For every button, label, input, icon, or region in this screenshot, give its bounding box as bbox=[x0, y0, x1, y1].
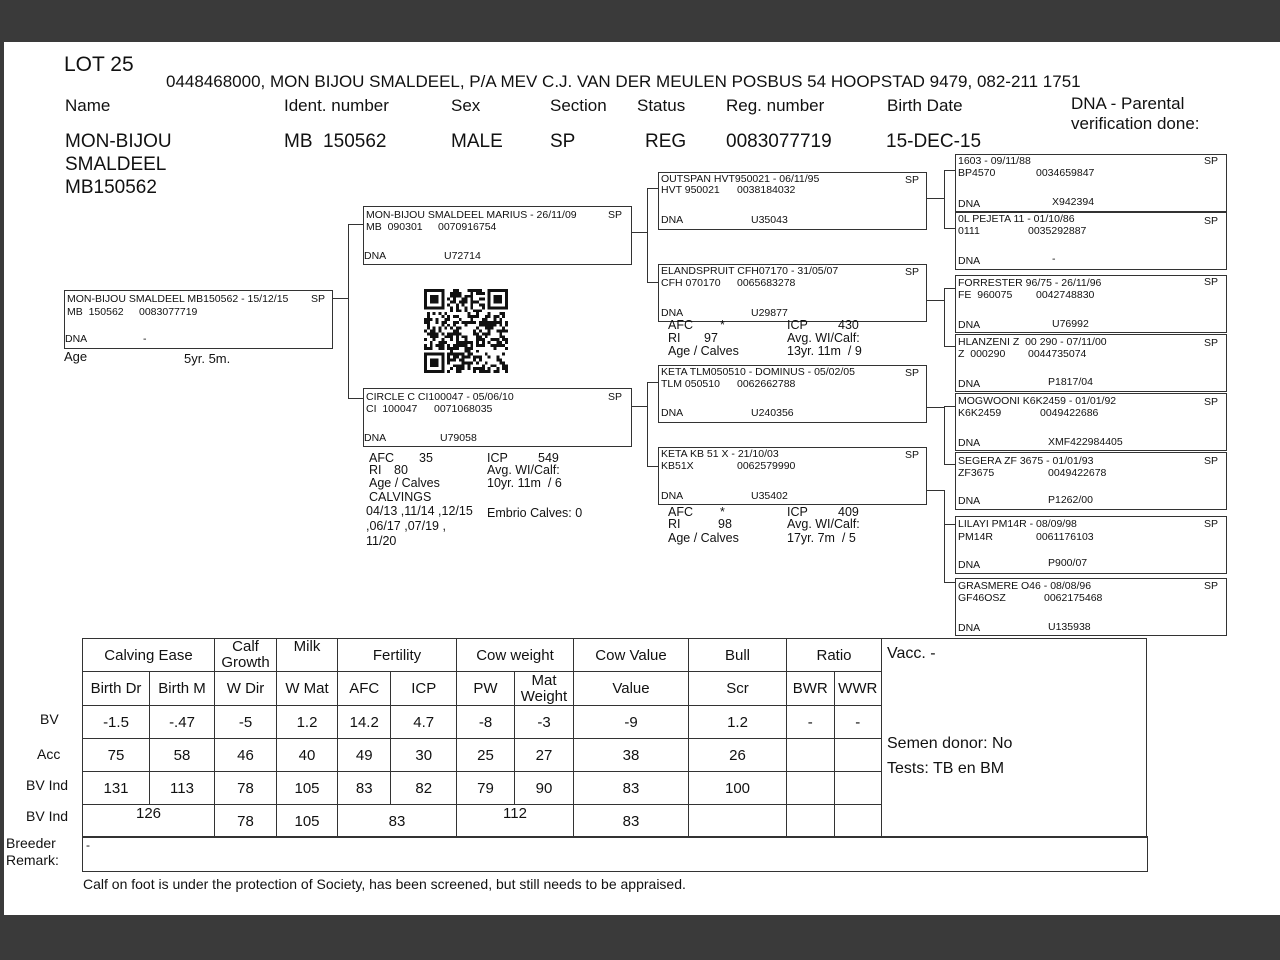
owner-line: 0448468000, MON BIJOU SMALDEEL, P/A MEV C.J. VAN DER MEULEN POSBUS 54 HOOPSTAD 9479, 082-211 1751 bbox=[166, 72, 1081, 91]
gen3-title: GRASMERE O46 - 08/08/96 bbox=[958, 580, 1092, 592]
ebv-cell: 14.2 bbox=[338, 706, 391, 739]
ebv-bvind2-row bbox=[83, 805, 882, 838]
remark-label-2: Remark: bbox=[6, 852, 59, 868]
gen2-reg: 0065683278 bbox=[737, 277, 796, 289]
ebv-cell: - bbox=[834, 706, 882, 739]
gen3-box bbox=[955, 275, 1227, 333]
ebv-cell bbox=[787, 739, 835, 772]
ebv-cell: 78 bbox=[215, 772, 277, 805]
vacc-label: Vacc. - bbox=[887, 645, 936, 662]
gen2-reg: 0062579990 bbox=[737, 460, 796, 472]
remark-box bbox=[82, 836, 1148, 872]
gen3-title: SEGERA ZF 3675 - 01/01/93 bbox=[958, 455, 1094, 467]
dam-avg-label: Avg. WI/Calf: bbox=[487, 463, 560, 477]
ebv-cell: 78 bbox=[215, 805, 277, 838]
gen3-title: FORRESTER 96/75 - 26/11/96 bbox=[958, 277, 1102, 289]
animal-sex: MALE bbox=[451, 131, 503, 152]
sire-title: MON-BIJOU SMALDEEL MARIUS - 26/11/09 bbox=[366, 209, 577, 221]
sire-id: MB 090301 bbox=[366, 221, 423, 233]
subject-title: MON-BIJOU SMALDEEL MB150562 - 15/12/15 bbox=[67, 293, 289, 305]
gen3-box bbox=[955, 334, 1227, 392]
gen3-title: MOGWOONI K6K2459 - 01/01/92 bbox=[958, 395, 1117, 407]
animal-status: REG bbox=[645, 131, 687, 152]
gen3-id: BP4570 bbox=[958, 167, 996, 179]
gen3-sp: SP bbox=[1204, 276, 1219, 288]
gen2-id: KB51X bbox=[661, 460, 694, 472]
ebv-bvind-row bbox=[83, 772, 882, 805]
sub-birth-dir: Birth Dr bbox=[83, 672, 150, 706]
gd2-afc-label: AFC bbox=[668, 505, 693, 519]
subject-age: 5yr. 5m. bbox=[184, 351, 231, 366]
gen2-id: CFH 070170 bbox=[661, 277, 721, 289]
dam-title: CIRCLE C CI100047 - 05/06/10 bbox=[366, 391, 514, 403]
gen2-dna-label: DNA bbox=[661, 407, 684, 419]
sub-afc: AFC bbox=[338, 672, 391, 706]
group-calving-ease: Calving Ease bbox=[83, 639, 215, 672]
gen2-dna: U35402 bbox=[751, 490, 788, 502]
animal-name-3: MB150562 bbox=[65, 177, 157, 198]
lot-number: LOT 25 bbox=[64, 53, 134, 76]
sub-w-dir: W Dir bbox=[215, 672, 277, 706]
row-label-bvind2: BV Ind bbox=[26, 808, 69, 824]
ebv-cell: 27 bbox=[515, 739, 574, 772]
group-calf-growth: Calf Growth bbox=[215, 639, 277, 672]
animal-section: SP bbox=[550, 131, 576, 152]
animal-birth: 15-DEC-15 bbox=[886, 131, 982, 152]
ebv-cell: 113 bbox=[150, 772, 215, 805]
gen3-box bbox=[955, 578, 1227, 636]
dam-icp: 549 bbox=[538, 451, 559, 465]
gen2-dna: U35043 bbox=[751, 214, 788, 226]
gen3-id: FE 960075 bbox=[958, 289, 1013, 301]
gen3-id: ZF3675 bbox=[958, 467, 995, 479]
ebv-cell: 79 bbox=[457, 772, 515, 805]
ebv-cell: - bbox=[787, 706, 835, 739]
gen2-title: OUTSPAN HVT950021 - 06/11/95 bbox=[661, 173, 820, 185]
gen2-reg: 0062662788 bbox=[737, 378, 796, 390]
gen3-box bbox=[955, 154, 1227, 212]
ebv-sub-row bbox=[83, 672, 882, 706]
gen2-id: TLM 050510 bbox=[661, 378, 720, 390]
ebv-cell: 38 bbox=[574, 739, 689, 772]
header-dna-2: verification done: bbox=[1071, 114, 1200, 133]
ebv-cell: 4.7 bbox=[391, 706, 457, 739]
sire-reg: 0070916754 bbox=[438, 221, 497, 233]
gen3-reg: 0035292887 bbox=[1028, 225, 1087, 237]
subject-box bbox=[64, 290, 333, 349]
header-sex: Sex bbox=[451, 96, 481, 115]
sire-dna-label: DNA bbox=[364, 250, 387, 262]
gen3-dna-label: DNA bbox=[958, 255, 981, 267]
ebv-cell: 105 bbox=[277, 772, 338, 805]
group-milk: Milk bbox=[277, 639, 338, 672]
gen3-dna-label: DNA bbox=[958, 495, 981, 507]
header-status: Status bbox=[637, 96, 686, 115]
dam-id: CI 100047 bbox=[366, 403, 418, 415]
gen2-title: ELANDSPRUIT CFH07170 - 31/05/07 bbox=[661, 265, 839, 277]
subject-dna: - bbox=[143, 333, 147, 345]
gen3-reg: 0034659847 bbox=[1036, 167, 1095, 179]
sub-birth-mat: Birth M bbox=[150, 672, 215, 706]
gen2-box bbox=[658, 447, 927, 505]
gen3-sp: SP bbox=[1204, 518, 1219, 530]
gen2-sp: SP bbox=[905, 266, 920, 278]
gen2-dna-label: DNA bbox=[661, 307, 684, 319]
dam-calvings-1: 04/13 ,11/14 ,12/15 bbox=[366, 504, 473, 518]
gen3-dna: P900/07 bbox=[1048, 557, 1088, 569]
subject-reg: 0083077719 bbox=[139, 306, 198, 318]
gen3-id: PM14R bbox=[958, 531, 994, 543]
ebv-cell bbox=[787, 772, 835, 805]
ebv-cell bbox=[689, 805, 787, 838]
ebv-cell: 83 bbox=[574, 772, 689, 805]
gen3-reg: 0042748830 bbox=[1036, 289, 1095, 301]
ebv-cell: 46 bbox=[215, 739, 277, 772]
ebv-cell bbox=[787, 805, 835, 838]
gen3-title: 0L PEJETA 11 - 01/10/86 bbox=[958, 213, 1075, 225]
gen3-dna-label: DNA bbox=[958, 559, 981, 571]
gen2-sp: SP bbox=[905, 367, 920, 379]
gen2-box bbox=[658, 264, 927, 322]
ebv-cell: 83 bbox=[574, 805, 689, 838]
gd1-ri-label: RI bbox=[668, 331, 681, 345]
qr-code bbox=[424, 289, 508, 373]
dam-afc-label: AFC bbox=[369, 451, 394, 465]
gd2-agecalves: 17yr. 7m / 5 bbox=[787, 531, 856, 545]
dam-dna: U79058 bbox=[440, 432, 477, 444]
ebv-cell: -5 bbox=[215, 706, 277, 739]
gen2-reg: 0038184032 bbox=[737, 184, 796, 196]
gen3-reg: 0049422686 bbox=[1040, 407, 1099, 419]
animal-name-1: MON-BIJOU bbox=[65, 131, 172, 152]
gen3-sp: SP bbox=[1204, 215, 1219, 227]
gen3-dna: U76992 bbox=[1052, 318, 1089, 330]
gen3-dna-label: DNA bbox=[958, 378, 981, 390]
gd1-agecalves-label: Age / Calves bbox=[668, 344, 739, 358]
ebv-cell: 26 bbox=[689, 739, 787, 772]
header-section: Section bbox=[550, 96, 607, 115]
gen3-reg: 0044735074 bbox=[1028, 348, 1087, 360]
ebv-table bbox=[82, 638, 882, 838]
dam-ri-label: RI bbox=[369, 463, 382, 477]
ebv-cell: 58 bbox=[150, 739, 215, 772]
gen3-dna-label: DNA bbox=[958, 622, 981, 634]
dam-sp: SP bbox=[608, 391, 623, 403]
header-ident: Ident. number bbox=[284, 96, 389, 115]
gd1-icp-label: ICP bbox=[787, 318, 808, 332]
gen2-dna: U29877 bbox=[751, 307, 788, 319]
gd2-icp-label: ICP bbox=[787, 505, 808, 519]
ebv-cell: -8 bbox=[457, 706, 515, 739]
header-reg: Reg. number bbox=[726, 96, 825, 115]
gen2-box bbox=[658, 172, 927, 230]
dam-embrio: Embrio Calves: 0 bbox=[487, 506, 583, 520]
header-name: Name bbox=[65, 96, 111, 115]
gen3-box bbox=[955, 393, 1227, 451]
gd2-ri: 98 bbox=[718, 517, 732, 531]
dam-afc: 35 bbox=[419, 451, 433, 465]
ebv-cell: 1.2 bbox=[277, 706, 338, 739]
ebv-cell: 75 bbox=[83, 739, 150, 772]
gen3-box bbox=[955, 212, 1227, 270]
ebv-group-row bbox=[83, 639, 882, 672]
group-cow-weight: Cow weight bbox=[457, 639, 574, 672]
remark-label-1: Breeder bbox=[6, 835, 56, 851]
gen3-dna-label: DNA bbox=[958, 198, 981, 210]
gen3-dna: X942394 bbox=[1052, 196, 1095, 208]
ebv-cell: 100 bbox=[689, 772, 787, 805]
gd1-afc-label: AFC bbox=[668, 318, 693, 332]
sire-sp: SP bbox=[608, 209, 623, 221]
dam-box bbox=[363, 388, 632, 447]
gen3-reg: 0062175468 bbox=[1044, 592, 1103, 604]
ebv-cell: 83 bbox=[338, 805, 457, 838]
subject-age-label: Age bbox=[64, 349, 88, 364]
gd2-afc: * bbox=[720, 505, 725, 519]
ebv-cell: 1.2 bbox=[689, 706, 787, 739]
semen-donor: Semen donor: No bbox=[887, 735, 1013, 752]
group-fertility: Fertility bbox=[338, 639, 457, 672]
dam-icp-label: ICP bbox=[487, 451, 508, 465]
gen3-id: K6K2459 bbox=[958, 407, 1002, 419]
sub-bwr: BWR bbox=[787, 672, 835, 706]
gd1-agecalves: 13yr. 11m / 9 bbox=[787, 344, 862, 358]
remark-value: - bbox=[86, 838, 90, 852]
gen2-id: HVT 950021 bbox=[661, 184, 720, 196]
gen3-title: 1603 - 09/11/88 bbox=[958, 155, 1031, 167]
gen2-sp: SP bbox=[905, 174, 920, 186]
ebv-cell bbox=[834, 739, 882, 772]
gen2-dna-label: DNA bbox=[661, 490, 684, 502]
certificate-page bbox=[4, 42, 1280, 915]
ebv-cell: 25 bbox=[457, 739, 515, 772]
gd2-ri-label: RI bbox=[668, 517, 681, 531]
dam-agecalves-label: Age / Calves bbox=[369, 476, 440, 490]
sire-box bbox=[363, 206, 632, 265]
gen3-dna: P1817/04 bbox=[1048, 376, 1093, 388]
gen3-dna-label: DNA bbox=[958, 437, 981, 449]
ebv-cell: -3 bbox=[515, 706, 574, 739]
gen3-sp: SP bbox=[1204, 155, 1219, 167]
ebv-cell: 40 bbox=[277, 739, 338, 772]
ebv-cell: 82 bbox=[391, 772, 457, 805]
animal-name-2: SMALDEEL bbox=[65, 154, 167, 175]
gd2-agecalves-label: Age / Calves bbox=[668, 531, 739, 545]
dam-agecalves: 10yr. 11m / 6 bbox=[487, 476, 562, 490]
ebv-cell: 131 bbox=[83, 772, 150, 805]
ebv-cell: 90 bbox=[515, 772, 574, 805]
animal-ident: MB 150562 bbox=[284, 131, 387, 152]
dam-ri: 80 bbox=[394, 463, 408, 477]
gen3-dna: - bbox=[1052, 253, 1056, 265]
dam-calvings-3: 11/20 bbox=[366, 534, 397, 548]
ebv-cell: 30 bbox=[391, 739, 457, 772]
subject-dna-label: DNA bbox=[65, 333, 88, 345]
gen3-title: HLANZENI Z 00 290 - 07/11/00 bbox=[958, 336, 1107, 348]
gen3-dna: P1262/00 bbox=[1048, 494, 1093, 506]
ebv-cell: 105 bbox=[277, 805, 338, 838]
ebv-cell: 126 bbox=[83, 805, 215, 838]
ebv-cell: -9 bbox=[574, 706, 689, 739]
gen3-id: Z 000290 bbox=[958, 348, 1006, 360]
dam-calvings-2: ,06/17 ,07/19 , bbox=[366, 519, 446, 533]
gen3-sp: SP bbox=[1204, 337, 1219, 349]
tests: Tests: TB en BM bbox=[887, 760, 1005, 777]
gd1-ri: 97 bbox=[704, 331, 718, 345]
sub-value: Value bbox=[574, 672, 689, 706]
ebv-acc-row bbox=[83, 739, 882, 772]
gd2-avg-label: Avg. WI/Calf: bbox=[787, 517, 860, 531]
group-cow-value: Cow Value bbox=[574, 639, 689, 672]
gen3-reg: 0061176103 bbox=[1036, 531, 1094, 543]
gen2-dna: U240356 bbox=[751, 407, 794, 419]
gen3-id: 0111 bbox=[958, 225, 980, 237]
gd2-icp: 409 bbox=[838, 505, 859, 519]
ebv-cell: -.47 bbox=[150, 706, 215, 739]
row-label-acc: Acc bbox=[37, 746, 61, 762]
gen3-sp: SP bbox=[1204, 455, 1219, 467]
sub-icp: ICP bbox=[391, 672, 457, 706]
sire-dna: U72714 bbox=[444, 250, 481, 262]
row-label-bvind: BV Ind bbox=[26, 777, 69, 793]
ebv-bv-row bbox=[83, 706, 882, 739]
ebv-cell bbox=[834, 805, 882, 838]
ebv-cell: -1.5 bbox=[83, 706, 150, 739]
sub-wwr: WWR bbox=[834, 672, 882, 706]
animal-reg: 0083077719 bbox=[726, 131, 832, 152]
ebv-cell bbox=[834, 772, 882, 805]
gen3-title: LILAYI PM14R - 08/09/98 bbox=[958, 518, 1077, 530]
gen2-box bbox=[658, 365, 927, 423]
gen2-title: KETA TLM050510 - DOMINUS - 05/02/05 bbox=[661, 366, 855, 378]
dam-reg: 0071068035 bbox=[434, 403, 493, 415]
gen3-box bbox=[955, 516, 1227, 574]
sub-scr: Scr bbox=[689, 672, 787, 706]
header-dna-1: DNA - Parental bbox=[1071, 94, 1185, 113]
gen3-sp: SP bbox=[1204, 580, 1219, 592]
footer-note: Calf on foot is under the protection of Society, has been screened, but still needs to be appraised. bbox=[83, 876, 686, 892]
gd1-afc: * bbox=[720, 318, 725, 332]
gd1-icp: 430 bbox=[838, 318, 859, 332]
gd1-avg-label: Avg. WI/Calf: bbox=[787, 331, 860, 345]
gen3-box bbox=[955, 452, 1227, 510]
row-label-bv: BV bbox=[40, 711, 59, 727]
header-birth: Birth Date bbox=[887, 96, 963, 115]
gen3-dna: U135938 bbox=[1048, 621, 1091, 633]
gen2-dna-label: DNA bbox=[661, 214, 684, 226]
ebv-cell: 112 bbox=[457, 805, 574, 838]
group-ratio: Ratio bbox=[787, 639, 882, 672]
gen3-dna: XMF422984405 bbox=[1048, 436, 1123, 448]
sub-pw: PW bbox=[457, 672, 515, 706]
gen3-reg: 0049422678 bbox=[1048, 467, 1107, 479]
gen2-sp: SP bbox=[905, 449, 920, 461]
sub-w-mat: W Mat bbox=[277, 672, 338, 706]
gen3-id: GF46OSZ bbox=[958, 592, 1006, 604]
subject-id: MB 150562 bbox=[67, 306, 124, 318]
dam-calvings-label: CALVINGS bbox=[369, 490, 432, 504]
gen2-title: KETA KB 51 X - 21/10/03 bbox=[661, 448, 779, 460]
vaccination-panel bbox=[880, 638, 1147, 838]
ebv-cell: 49 bbox=[338, 739, 391, 772]
dam-dna-label: DNA bbox=[364, 432, 387, 444]
subject-sp: SP bbox=[311, 293, 326, 305]
group-bull: Bull bbox=[689, 639, 787, 672]
ebv-cell: 83 bbox=[338, 772, 391, 805]
sub-mat-weight: Mat Weight bbox=[515, 672, 574, 706]
gen3-dna-label: DNA bbox=[958, 319, 981, 331]
gen3-sp: SP bbox=[1204, 396, 1219, 408]
